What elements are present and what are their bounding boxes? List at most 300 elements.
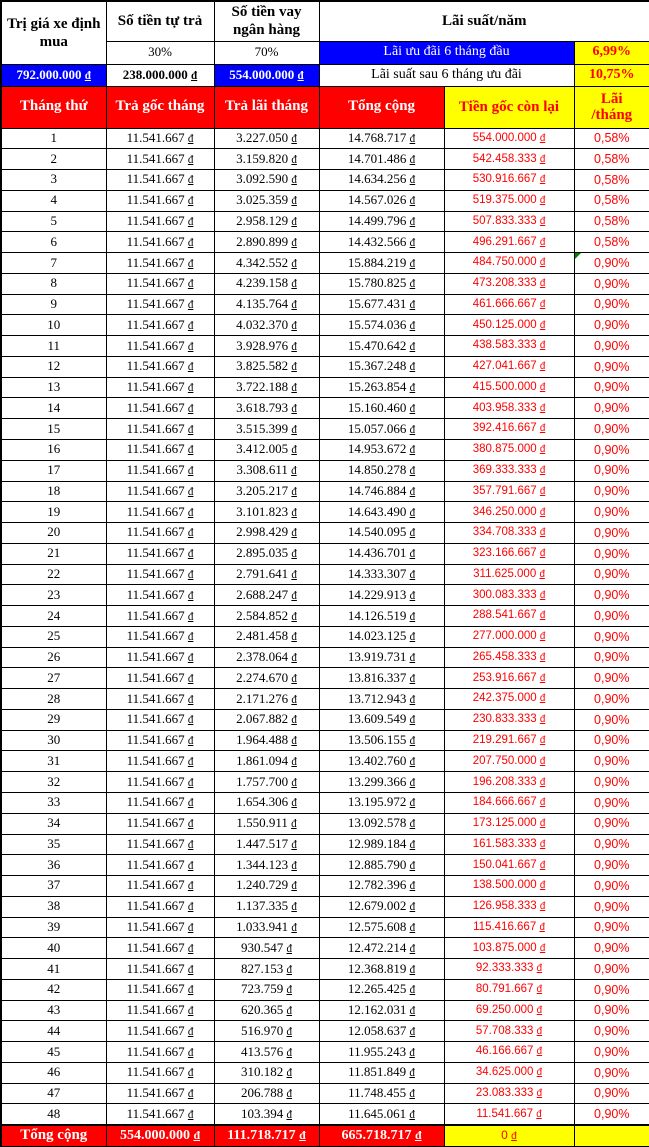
cell-total[interactable]	[319, 523, 444, 544]
cell-month[interactable]: 22	[1, 564, 106, 585]
cell-total[interactable]	[319, 585, 444, 606]
cell-month[interactable]: 34	[1, 813, 106, 834]
cell-interest[interactable]	[214, 585, 319, 606]
cell-month[interactable]: 15	[1, 419, 106, 440]
cell-remaining[interactable]	[444, 481, 574, 502]
cell-interest[interactable]	[214, 689, 319, 710]
cell-month[interactable]: 26	[1, 647, 106, 668]
cell-total[interactable]	[319, 1042, 444, 1063]
cell-remaining[interactable]	[444, 772, 574, 793]
cell-month[interactable]: 19	[1, 502, 106, 523]
cell-total[interactable]	[319, 606, 444, 627]
cell-interest[interactable]	[214, 1000, 319, 1021]
cell-month[interactable]: 10	[1, 315, 106, 336]
promo-rate-label-cell[interactable]: Lãi ưu đãi 6 tháng đầu	[319, 41, 574, 64]
cell-rate[interactable]: 0,90%	[574, 668, 649, 689]
cell-month[interactable]: 4	[1, 190, 106, 211]
cell-total[interactable]	[319, 1104, 444, 1125]
cell-rate[interactable]: 0,90%	[574, 689, 649, 710]
cell-interest[interactable]	[214, 668, 319, 689]
cell-interest[interactable]	[214, 356, 319, 377]
cell-month[interactable]: 6	[1, 232, 106, 253]
cell-rate[interactable]: 0,90%	[574, 377, 649, 398]
cell-month[interactable]: 20	[1, 523, 106, 544]
cell-principal[interactable]	[106, 793, 214, 814]
cell-total[interactable]	[319, 834, 444, 855]
cell-rate[interactable]: 0,90%	[574, 979, 649, 1000]
cell-total[interactable]	[319, 876, 444, 897]
cell-total[interactable]	[319, 979, 444, 1000]
cell-interest[interactable]	[214, 751, 319, 772]
cell-rate[interactable]: 0,90%	[574, 585, 649, 606]
cell-rate[interactable]: 0,90%	[574, 336, 649, 357]
cell-interest[interactable]	[214, 1062, 319, 1083]
cell-month[interactable]: 3	[1, 170, 106, 191]
self-pay-header-cell[interactable]: Số tiền tự trả	[106, 1, 214, 41]
cell-rate[interactable]: 0,90%	[574, 896, 649, 917]
bank-loan-header-cell[interactable]: Số tiền vay ngân hàng	[214, 1, 319, 41]
cell-total[interactable]	[319, 419, 444, 440]
cell-month[interactable]: 42	[1, 979, 106, 1000]
cell-total[interactable]	[319, 273, 444, 294]
cell-remaining[interactable]	[444, 938, 574, 959]
cell-rate[interactable]: 0,90%	[574, 481, 649, 502]
cell-remaining[interactable]	[444, 626, 574, 647]
cell-principal[interactable]	[106, 730, 214, 751]
cell-rate[interactable]: 0,90%	[574, 1104, 649, 1125]
cell-rate[interactable]: 0,90%	[574, 813, 649, 834]
cell-rate[interactable]: 0,90%	[574, 502, 649, 523]
cell-rate[interactable]: 0,90%	[574, 460, 649, 481]
cell-remaining[interactable]	[444, 834, 574, 855]
cell-rate[interactable]: 0,58%	[574, 232, 649, 253]
cell-month[interactable]: 2	[1, 149, 106, 170]
cell-interest[interactable]	[214, 626, 319, 647]
cell-interest[interactable]	[214, 190, 319, 211]
cell-principal[interactable]	[106, 1000, 214, 1021]
cell-total[interactable]	[319, 772, 444, 793]
cell-remaining[interactable]	[444, 1062, 574, 1083]
cell-rate[interactable]: 0,90%	[574, 834, 649, 855]
cell-month[interactable]: 13	[1, 377, 106, 398]
cell-remaining[interactable]	[444, 979, 574, 1000]
cell-total[interactable]	[319, 564, 444, 585]
cell-month[interactable]: 23	[1, 585, 106, 606]
cell-rate[interactable]: 0,90%	[574, 647, 649, 668]
cell-principal[interactable]	[106, 1042, 214, 1063]
cell-total[interactable]	[319, 938, 444, 959]
cell-principal[interactable]	[106, 377, 214, 398]
cell-month[interactable]: 47	[1, 1083, 106, 1104]
cell-interest[interactable]	[214, 834, 319, 855]
cell-remaining[interactable]	[444, 1104, 574, 1125]
col-header-remaining[interactable]: Tiền gốc còn lại	[444, 86, 574, 128]
cell-rate[interactable]: 0,90%	[574, 1083, 649, 1104]
cell-interest[interactable]	[214, 211, 319, 232]
cell-principal[interactable]	[106, 938, 214, 959]
cell-rate[interactable]: 0,90%	[574, 772, 649, 793]
cell-total[interactable]	[319, 626, 444, 647]
cell-total[interactable]	[319, 793, 444, 814]
cell-principal[interactable]	[106, 1104, 214, 1125]
promo-rate-value-cell[interactable]: 6,99%	[574, 41, 649, 64]
cell-total[interactable]	[319, 149, 444, 170]
cell-interest[interactable]	[214, 253, 319, 274]
cell-month[interactable]: 44	[1, 1021, 106, 1042]
cell-month[interactable]: 35	[1, 834, 106, 855]
cell-remaining[interactable]	[444, 294, 574, 315]
cell-month[interactable]: 21	[1, 543, 106, 564]
cell-interest[interactable]	[214, 294, 319, 315]
cell-remaining[interactable]	[444, 419, 574, 440]
cell-total[interactable]	[319, 377, 444, 398]
cell-interest[interactable]	[214, 481, 319, 502]
total-remaining-cell[interactable]	[444, 1125, 574, 1147]
cell-remaining[interactable]	[444, 128, 574, 149]
cell-interest[interactable]	[214, 772, 319, 793]
cell-principal[interactable]	[106, 959, 214, 980]
cell-rate[interactable]: 0,90%	[574, 1042, 649, 1063]
cell-principal[interactable]	[106, 689, 214, 710]
col-header-principal[interactable]: Trả gốc tháng	[106, 86, 214, 128]
after-rate-value-cell[interactable]: 10,75%	[574, 64, 649, 86]
self-pay-percent-cell[interactable]: 30%	[106, 41, 214, 64]
cell-interest[interactable]	[214, 315, 319, 336]
cell-principal[interactable]	[106, 1083, 214, 1104]
after-rate-label-cell[interactable]: Lãi suất sau 6 tháng ưu đãi	[319, 64, 574, 86]
cell-rate[interactable]: 0,90%	[574, 959, 649, 980]
cell-remaining[interactable]	[444, 315, 574, 336]
cell-month[interactable]: 9	[1, 294, 106, 315]
cell-month[interactable]: 11	[1, 336, 106, 357]
cell-remaining[interactable]	[444, 232, 574, 253]
cell-total[interactable]	[319, 481, 444, 502]
cell-interest[interactable]	[214, 876, 319, 897]
cell-interest[interactable]	[214, 149, 319, 170]
cell-rate[interactable]: 0,90%	[574, 1021, 649, 1042]
cell-principal[interactable]	[106, 439, 214, 460]
cell-principal[interactable]	[106, 253, 214, 274]
cell-month[interactable]: 27	[1, 668, 106, 689]
cell-total[interactable]	[319, 356, 444, 377]
rate-title-cell[interactable]: Lãi suất/năm	[319, 1, 649, 41]
cell-total[interactable]	[319, 1083, 444, 1104]
cell-total[interactable]	[319, 668, 444, 689]
cell-remaining[interactable]	[444, 273, 574, 294]
cell-principal[interactable]	[106, 356, 214, 377]
cell-total[interactable]	[319, 917, 444, 938]
cell-interest[interactable]	[214, 896, 319, 917]
cell-principal[interactable]	[106, 398, 214, 419]
cell-month[interactable]: 24	[1, 606, 106, 627]
cell-month[interactable]: 7	[1, 253, 106, 274]
cell-rate[interactable]: 0,58%	[574, 149, 649, 170]
cell-total[interactable]	[319, 959, 444, 980]
cell-principal[interactable]	[106, 751, 214, 772]
cell-total[interactable]	[319, 730, 444, 751]
cell-interest[interactable]	[214, 377, 319, 398]
cell-remaining[interactable]	[444, 356, 574, 377]
cell-remaining[interactable]	[444, 439, 574, 460]
cell-principal[interactable]	[106, 128, 214, 149]
cell-month[interactable]: 37	[1, 876, 106, 897]
cell-remaining[interactable]	[444, 896, 574, 917]
cell-remaining[interactable]	[444, 793, 574, 814]
cell-interest[interactable]	[214, 855, 319, 876]
cell-rate[interactable]: 0,90%	[574, 294, 649, 315]
cell-interest[interactable]	[214, 523, 319, 544]
car-price-value-cell[interactable]	[1, 64, 106, 86]
cell-total[interactable]	[319, 1062, 444, 1083]
cell-interest[interactable]	[214, 439, 319, 460]
cell-month[interactable]: 38	[1, 896, 106, 917]
cell-remaining[interactable]	[444, 1000, 574, 1021]
cell-month[interactable]: 39	[1, 917, 106, 938]
cell-principal[interactable]	[106, 481, 214, 502]
cell-rate[interactable]: 0,90%	[574, 751, 649, 772]
cell-principal[interactable]	[106, 626, 214, 647]
cell-principal[interactable]	[106, 294, 214, 315]
cell-principal[interactable]	[106, 585, 214, 606]
cell-interest[interactable]	[214, 959, 319, 980]
cell-principal[interactable]	[106, 834, 214, 855]
cell-remaining[interactable]	[444, 709, 574, 730]
cell-principal[interactable]	[106, 149, 214, 170]
cell-interest[interactable]	[214, 460, 319, 481]
cell-principal[interactable]	[106, 190, 214, 211]
cell-principal[interactable]	[106, 232, 214, 253]
cell-rate[interactable]: 0,90%	[574, 876, 649, 897]
cell-principal[interactable]	[106, 273, 214, 294]
cell-month[interactable]: 41	[1, 959, 106, 980]
cell-month[interactable]: 32	[1, 772, 106, 793]
cell-interest[interactable]	[214, 273, 319, 294]
cell-total[interactable]	[319, 211, 444, 232]
cell-month[interactable]: 1	[1, 128, 106, 149]
cell-principal[interactable]	[106, 896, 214, 917]
cell-total[interactable]	[319, 1000, 444, 1021]
cell-total[interactable]	[319, 751, 444, 772]
cell-total[interactable]	[319, 855, 444, 876]
cell-interest[interactable]	[214, 1104, 319, 1125]
cell-remaining[interactable]	[444, 668, 574, 689]
cell-interest[interactable]	[214, 502, 319, 523]
cell-rate[interactable]: 0,90%	[574, 855, 649, 876]
cell-principal[interactable]	[106, 315, 214, 336]
cell-remaining[interactable]	[444, 689, 574, 710]
cell-interest[interactable]	[214, 730, 319, 751]
cell-interest[interactable]	[214, 606, 319, 627]
cell-interest[interactable]	[214, 232, 319, 253]
cell-rate[interactable]: 0,90%	[574, 793, 649, 814]
cell-rate[interactable]: 0,90%	[574, 273, 649, 294]
cell-total[interactable]	[319, 813, 444, 834]
bank-loan-value-cell[interactable]	[214, 64, 319, 86]
cell-remaining[interactable]	[444, 149, 574, 170]
cell-month[interactable]: 28	[1, 689, 106, 710]
cell-interest[interactable]	[214, 793, 319, 814]
cell-total[interactable]	[319, 336, 444, 357]
cell-principal[interactable]	[106, 813, 214, 834]
cell-rate[interactable]: 0,90%	[574, 419, 649, 440]
cell-remaining[interactable]	[444, 211, 574, 232]
cell-remaining[interactable]	[444, 959, 574, 980]
cell-interest[interactable]	[214, 564, 319, 585]
cell-remaining[interactable]	[444, 606, 574, 627]
cell-rate[interactable]: 0,90%	[574, 253, 649, 274]
cell-principal[interactable]	[106, 606, 214, 627]
cell-principal[interactable]	[106, 709, 214, 730]
cell-total[interactable]	[319, 253, 444, 274]
cell-interest[interactable]	[214, 336, 319, 357]
cell-total[interactable]	[319, 896, 444, 917]
cell-rate[interactable]: 0,58%	[574, 128, 649, 149]
cell-month[interactable]: 48	[1, 1104, 106, 1125]
cell-total[interactable]	[319, 689, 444, 710]
cell-remaining[interactable]	[444, 1042, 574, 1063]
cell-remaining[interactable]	[444, 585, 574, 606]
cell-principal[interactable]	[106, 211, 214, 232]
cell-rate[interactable]: 0,58%	[574, 190, 649, 211]
cell-total[interactable]	[319, 1021, 444, 1042]
cell-total[interactable]	[319, 170, 444, 191]
cell-remaining[interactable]	[444, 460, 574, 481]
cell-rate[interactable]: 0,90%	[574, 938, 649, 959]
cell-principal[interactable]	[106, 419, 214, 440]
cell-principal[interactable]	[106, 668, 214, 689]
cell-principal[interactable]	[106, 523, 214, 544]
cell-principal[interactable]	[106, 1062, 214, 1083]
cell-rate[interactable]: 0,90%	[574, 917, 649, 938]
cell-principal[interactable]	[106, 460, 214, 481]
cell-remaining[interactable]	[444, 876, 574, 897]
cell-rate[interactable]: 0,58%	[574, 170, 649, 191]
cell-month[interactable]: 18	[1, 481, 106, 502]
cell-interest[interactable]	[214, 1021, 319, 1042]
cell-rate[interactable]: 0,90%	[574, 709, 649, 730]
cell-month[interactable]: 33	[1, 793, 106, 814]
cell-month[interactable]: 31	[1, 751, 106, 772]
cell-rate[interactable]: 0,90%	[574, 439, 649, 460]
cell-interest[interactable]	[214, 917, 319, 938]
col-header-interest[interactable]: Trả lãi tháng	[214, 86, 319, 128]
self-pay-value-cell[interactable]	[106, 64, 214, 86]
cell-rate[interactable]: 0,90%	[574, 606, 649, 627]
cell-month[interactable]: 25	[1, 626, 106, 647]
cell-interest[interactable]	[214, 170, 319, 191]
cell-principal[interactable]	[106, 979, 214, 1000]
cell-month[interactable]: 43	[1, 1000, 106, 1021]
total-label-cell[interactable]: Tổng cộng	[1, 1125, 106, 1147]
cell-rate[interactable]: 0,90%	[574, 1062, 649, 1083]
cell-principal[interactable]	[106, 502, 214, 523]
cell-month[interactable]: 17	[1, 460, 106, 481]
cell-remaining[interactable]	[444, 730, 574, 751]
cell-remaining[interactable]	[444, 855, 574, 876]
cell-rate[interactable]: 0,90%	[574, 315, 649, 336]
cell-principal[interactable]	[106, 647, 214, 668]
cell-principal[interactable]	[106, 1021, 214, 1042]
cell-principal[interactable]	[106, 917, 214, 938]
cell-principal[interactable]	[106, 336, 214, 357]
cell-remaining[interactable]	[444, 647, 574, 668]
cell-interest[interactable]	[214, 709, 319, 730]
total-rate-empty-cell[interactable]	[574, 1125, 649, 1147]
cell-total[interactable]	[319, 647, 444, 668]
cell-interest[interactable]	[214, 938, 319, 959]
cell-remaining[interactable]	[444, 564, 574, 585]
col-header-rate[interactable]	[574, 86, 649, 128]
cell-month[interactable]: 8	[1, 273, 106, 294]
cell-interest[interactable]	[214, 543, 319, 564]
cell-principal[interactable]	[106, 170, 214, 191]
cell-month[interactable]: 40	[1, 938, 106, 959]
cell-month[interactable]: 29	[1, 709, 106, 730]
cell-remaining[interactable]	[444, 398, 574, 419]
cell-total[interactable]	[319, 190, 444, 211]
cell-principal[interactable]	[106, 772, 214, 793]
cell-total[interactable]	[319, 398, 444, 419]
cell-rate[interactable]: 0,58%	[574, 211, 649, 232]
cell-month[interactable]: 16	[1, 439, 106, 460]
car-price-header-cell[interactable]: Trị giá xe định mua	[1, 1, 106, 64]
cell-rate[interactable]: 0,90%	[574, 626, 649, 647]
total-total-cell[interactable]	[319, 1125, 444, 1147]
cell-principal[interactable]	[106, 855, 214, 876]
cell-month[interactable]: 30	[1, 730, 106, 751]
cell-interest[interactable]	[214, 419, 319, 440]
cell-remaining[interactable]	[444, 813, 574, 834]
cell-month[interactable]: 12	[1, 356, 106, 377]
cell-interest[interactable]	[214, 979, 319, 1000]
cell-total[interactable]	[319, 128, 444, 149]
cell-total[interactable]	[319, 315, 444, 336]
cell-interest[interactable]	[214, 647, 319, 668]
bank-loan-percent-cell[interactable]: 70%	[214, 41, 319, 64]
cell-remaining[interactable]	[444, 377, 574, 398]
cell-remaining[interactable]	[444, 253, 574, 274]
cell-interest[interactable]	[214, 813, 319, 834]
cell-remaining[interactable]	[444, 751, 574, 772]
cell-interest[interactable]	[214, 1083, 319, 1104]
cell-total[interactable]	[319, 232, 444, 253]
cell-principal[interactable]	[106, 876, 214, 897]
cell-remaining[interactable]	[444, 523, 574, 544]
cell-total[interactable]	[319, 709, 444, 730]
cell-remaining[interactable]	[444, 1021, 574, 1042]
cell-month[interactable]: 14	[1, 398, 106, 419]
cell-total[interactable]	[319, 543, 444, 564]
cell-interest[interactable]	[214, 128, 319, 149]
cell-rate[interactable]: 0,90%	[574, 356, 649, 377]
cell-remaining[interactable]	[444, 170, 574, 191]
cell-month[interactable]: 5	[1, 211, 106, 232]
col-header-total[interactable]: Tổng cộng	[319, 86, 444, 128]
cell-interest[interactable]	[214, 1042, 319, 1063]
cell-rate[interactable]: 0,90%	[574, 564, 649, 585]
cell-principal[interactable]	[106, 543, 214, 564]
cell-total[interactable]	[319, 502, 444, 523]
cell-remaining[interactable]	[444, 1083, 574, 1104]
cell-total[interactable]	[319, 294, 444, 315]
cell-remaining[interactable]	[444, 190, 574, 211]
cell-total[interactable]	[319, 439, 444, 460]
total-interest-cell[interactable]	[214, 1125, 319, 1147]
cell-remaining[interactable]	[444, 502, 574, 523]
cell-month[interactable]: 45	[1, 1042, 106, 1063]
cell-rate[interactable]: 0,90%	[574, 523, 649, 544]
cell-month[interactable]: 36	[1, 855, 106, 876]
